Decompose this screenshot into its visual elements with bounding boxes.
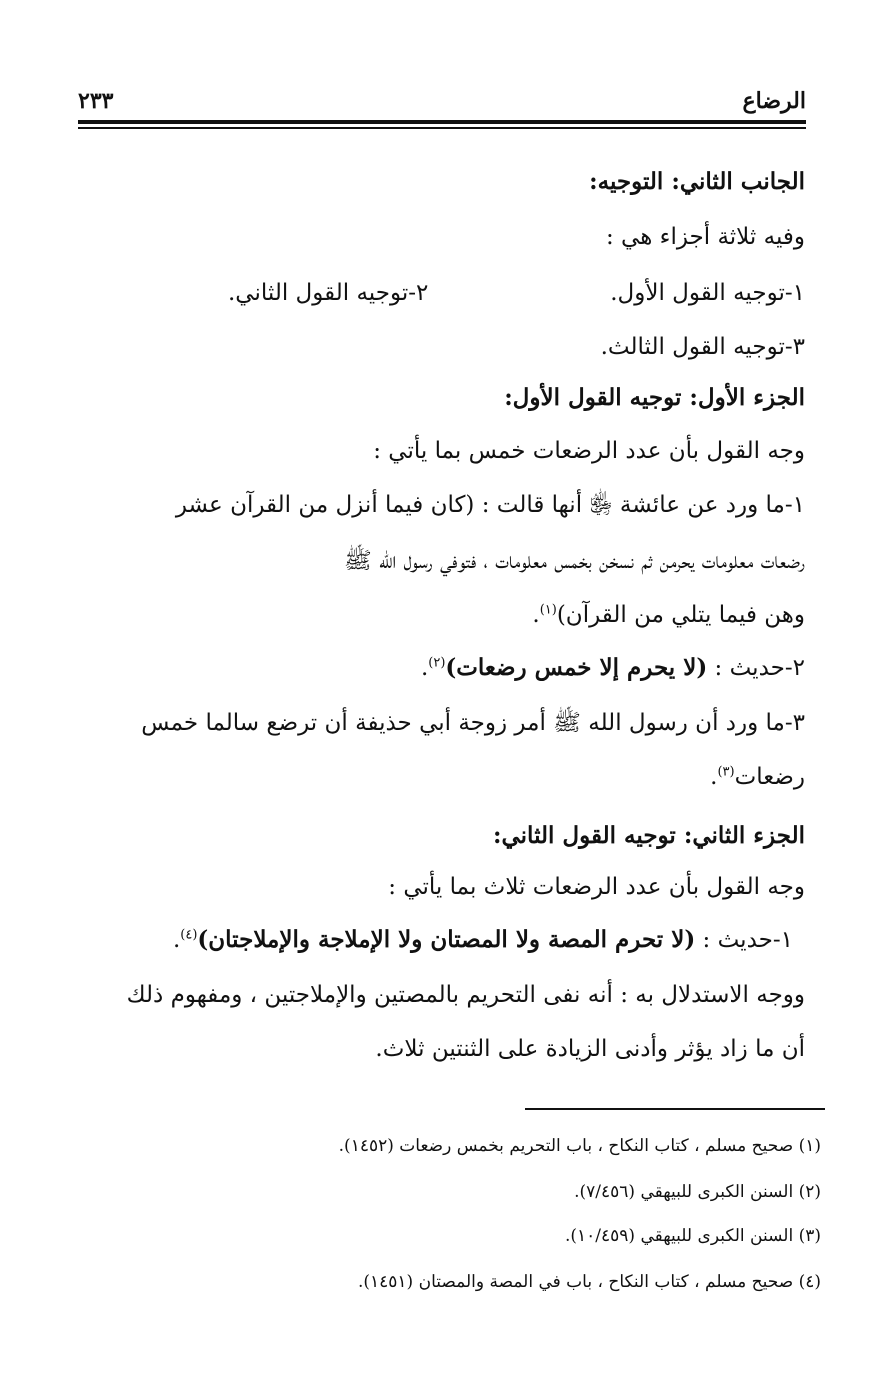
paragraph-1-text: وهن فيما يتلي من القرآن)	[556, 602, 805, 628]
part1-heading: الجزء الأول: توجيه القول الأول:	[504, 384, 805, 411]
part2-heading: الجزء الثاني: توجيه القول الثاني:	[493, 822, 805, 849]
paragraph-3-text: رضعات	[734, 764, 805, 790]
footnote-1: (١) صحيح مسلم ، كتاب النكاح ، باب التحريم بخمس رضعات (١٤٥٢).	[338, 1136, 821, 1156]
header-rule-thin	[78, 127, 806, 129]
part1-intro: وجه القول بأن عدد الرضعات خمس بما يأتي :	[373, 438, 805, 464]
paragraph-3-line-1: ٣-ما ورد أن رسول الله ﷺ أمر زوجة أبي حذيفة أن ترضع سالما خمس	[141, 710, 805, 736]
list-item-3: ٣-توجيه القول الثالث.	[600, 334, 805, 360]
list-item-2: ٢-توجيه القول الثاني.	[228, 280, 429, 306]
paragraph-2-prefix: ٢-حديث :	[714, 655, 805, 681]
paragraph-5-line-1: ووجه الاستدلال به : أنه نفى التحريم بالمصتين والإملاجتين ، ومفهوم ذلك	[126, 982, 805, 1008]
footnote-ref-2: (٢)	[428, 655, 446, 671]
footnote-ref-4: (٤)	[180, 927, 198, 943]
paragraph-1-line-3: وهن فيما يتلي من القرآن)$^{(١)}$.	[532, 602, 805, 628]
paragraph-3-line-2: رضعات$^{(٣)}$.	[710, 764, 805, 790]
part2-intro: وجه القول بأن عدد الرضعات ثلاث بما يأتي :	[388, 874, 805, 900]
footnote-3: (٣) السنن الكبرى للبيهقي (١٠/٤٥٩).	[564, 1226, 821, 1246]
page-header	[78, 86, 806, 120]
footnote-separator	[525, 1108, 825, 1110]
chapter-title: الرضاع	[742, 88, 806, 114]
page-number: ٢٣٣	[78, 88, 114, 114]
footnote-ref-3: (٣)	[717, 764, 735, 780]
paragraph-1-line-2: رضعات معلومات يحرمن ثم نسخن بخمس معلومات ، فتوفي رسول الله ﷺ	[343, 548, 805, 574]
intro-line: وفيه ثلاثة أجزاء هي :	[605, 224, 805, 250]
footnote-2: (٢) السنن الكبرى للبيهقي (٧/٤٥٦).	[574, 1182, 821, 1202]
hadith-quote-2: (لا تحرم المصة ولا المصتان ولا الإملاجة والإملاجتان)	[197, 926, 696, 953]
paragraph-1-line-1: ١-ما ورد عن عائشة ﵂ أنها قالت : (كان فيما أنزل من القرآن عشر	[175, 492, 805, 518]
paragraph-5-line-2: أن ما زاد يؤثر وأدنى الزيادة على الثنتين ثلاث.	[375, 1036, 805, 1062]
paragraph-4: ١-حديث : (لا تحرم المصة ولا المصتان ولا الإملاجة والإملاجتان)$^{(٤)}$.	[172, 926, 793, 953]
hadith-quote-1: (لا يحرم إلا خمس رضعات)	[445, 654, 708, 681]
footnote-4: (٤) صحيح مسلم ، كتاب النكاح ، باب في المصة والمصتان (١٤٥١).	[357, 1272, 821, 1292]
section-heading: الجانب الثاني: التوجيه:	[589, 168, 805, 195]
header-rule-thick	[78, 120, 806, 124]
paragraph-2: ٢-حديث : (لا يحرم إلا خمس رضعات)$^{(٢)}$.	[420, 654, 805, 681]
footnote-ref-1: (١)	[539, 602, 557, 618]
list-item-1: ١-توجيه القول الأول.	[610, 280, 805, 306]
paragraph-4-prefix: ١-حديث :	[702, 927, 793, 953]
